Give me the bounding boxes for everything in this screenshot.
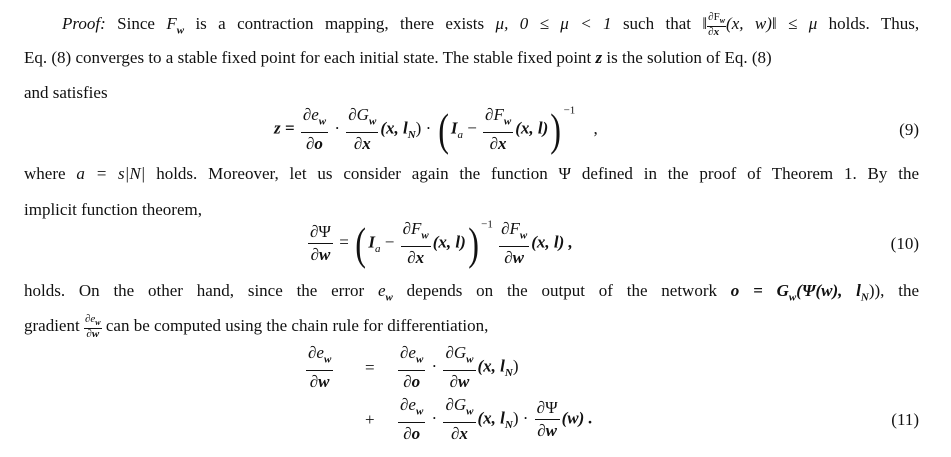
proof-label: Proof: [62,14,106,33]
equation-11-number: (11) [891,410,919,429]
equation-9: z = $\frac{\partial e_w}{\partial o}$ · $\frac{\partial G_w}{\partial x}$ (x, $l_N$) · ( $I_a$ − $\frac{\partial F_w}{\partial x}$ (x, l)) $^{-1}$ , [274,103,598,155]
paragraph2-line-1: where a = s|N| holds. Moreover, let us consider again the function Ψ defined in the proof of Theorem 1. By the [24,164,920,183]
paragraph3-line-1: holds. On the other hand, since the error $e_w$ depends on the output of the network $o = G_w(\Psi(w)$, $l_N$)), the [24,281,919,304]
equation-11-rhs-1: $\frac{\partial e_w}{\partial o}$ · $\frac{\partial G_w}{\partial w}$ (x, $l_N$) [400,343,519,392]
equation-11-row-1: $\frac{\partial e_w}{\partial w}$ [308,343,332,392]
equation-11-rhs-2: $\frac{\partial e_w}{\partial o}$ · $\frac{\partial G_w}{\partial x}$ (x, $l_N$) · $\frac{\partial\Psi}{\partial w}$ (w) . [400,395,593,444]
paragraph2-line-2: implicit function theorem, [24,200,202,219]
proof-line-3: and satisfies [24,83,108,102]
paragraph3-line-2: gradient $\frac{\partial e_w}{\partial w}$ can be computed using the chain rule for differentiation, [24,313,489,341]
equation-10-number: (10) [890,234,919,253]
norm-expression: ‖ $\frac{\partial F_w}{\partial x}$ (x, w)‖ ≤ μ [702,11,818,39]
equation-9-number: (9) [899,120,919,139]
gradient-fraction: $\frac{\partial e_w}{\partial w}$ [84,313,101,341]
proof-line-2: Eq. (8) converges to a stable fixed point for each initial state. The stable fixed point z is the solution of Eq. (8) [24,48,772,67]
equation-11-equals: = [365,358,375,377]
proof-line-1: Proof: Since $F_w$ is a contraction mapping, there exists μ, 0 ≤ μ < 1 such that ‖ $\frac{\partial F_w}{\partial x}$ (x, w)‖ ≤ μ holds. Thus, [62,11,920,39]
equation-11-plus: + [365,410,375,429]
equation-10: $\frac{\partial\Psi}{\partial w}$ = ( $I_a$ − $\frac{\partial F_w}{\partial x}$ (x, l)) $^{-1}$ $\frac{\partial F_w}{\partial w}$ (x, l) , [310,217,573,269]
